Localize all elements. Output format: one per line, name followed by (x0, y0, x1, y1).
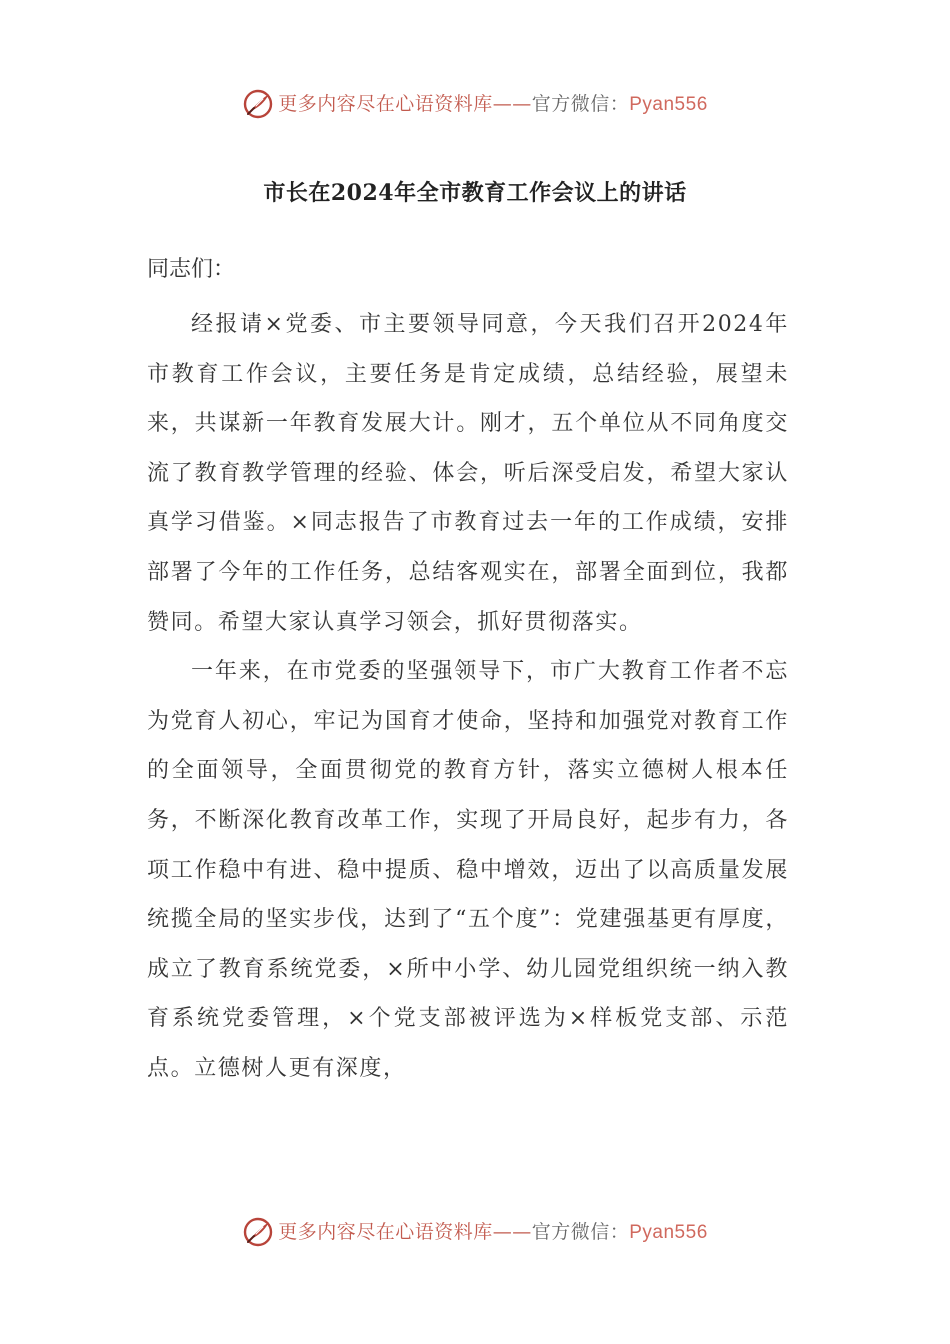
header-banner-separator: —— (492, 92, 532, 115)
salutation: 同志们： (147, 257, 236, 282)
body-paragraph-2: 一年来，在市党委的坚强领导下，市广大教育工作者不忘为党育人初心，牢记为国育才使命，坚持和加强党对教育工作的全面领导，全面贯彻党的教育方针，落实立德树人根本任务，不断深化教育改革工作，实现了开局良好，起步有力，各项工作稳中有进、稳中提质、稳中增效，迈出了以高质量发展统揽全局的坚实步伐，达到了“五个度”：党建强基更有厚度，成立了教育系统党委，×所中小学、幼儿园党组织统一纳入教育系统党委管理，×个党支部被评选为×样板党支部、示范点。立德树人更有深度， (147, 659, 789, 1081)
quill-pen-logo-icon (242, 1216, 274, 1248)
footer-banner-separator: —— (492, 1220, 532, 1243)
document-title: 市长在2024年全市教育工作会议上的讲话 (263, 180, 687, 206)
header-banner (0, 84, 950, 124)
header-banner-label: 官方微信： (531, 92, 630, 115)
footer-banner-wechat-id: Pyan556 (629, 1221, 708, 1243)
document-body (147, 300, 789, 1094)
header-banner-slogan: 更多内容尽在心语资料库 (278, 92, 493, 115)
header-banner-text (278, 88, 708, 121)
body-paragraph-1: 经报请×党委、市主要领导同意，今天我们召开2024年市教育工作会议，主要任务是肯定成绩，总结经验，展望未来，共谋新一年教育发展大计。刚才，五个单位从不同角度交流了教育教学管理的经验、体会，听后深受启发，希望大家认真学习借鉴。×同志报告了市教育过去一年的工作成绩，安排部署了今年的工作任务，总结客观实在，部署全面到位，我都赞同。希望大家认真学习领会，抓好贯彻落实。 (147, 312, 789, 635)
quill-pen-logo-icon (242, 88, 274, 120)
footer-banner-label: 官方微信： (531, 1220, 630, 1243)
footer-banner-slogan: 更多内容尽在心语资料库 (278, 1220, 493, 1243)
footer-banner (0, 1212, 950, 1252)
footer-banner-text (278, 1216, 708, 1249)
header-banner-wechat-id: Pyan556 (629, 93, 708, 115)
